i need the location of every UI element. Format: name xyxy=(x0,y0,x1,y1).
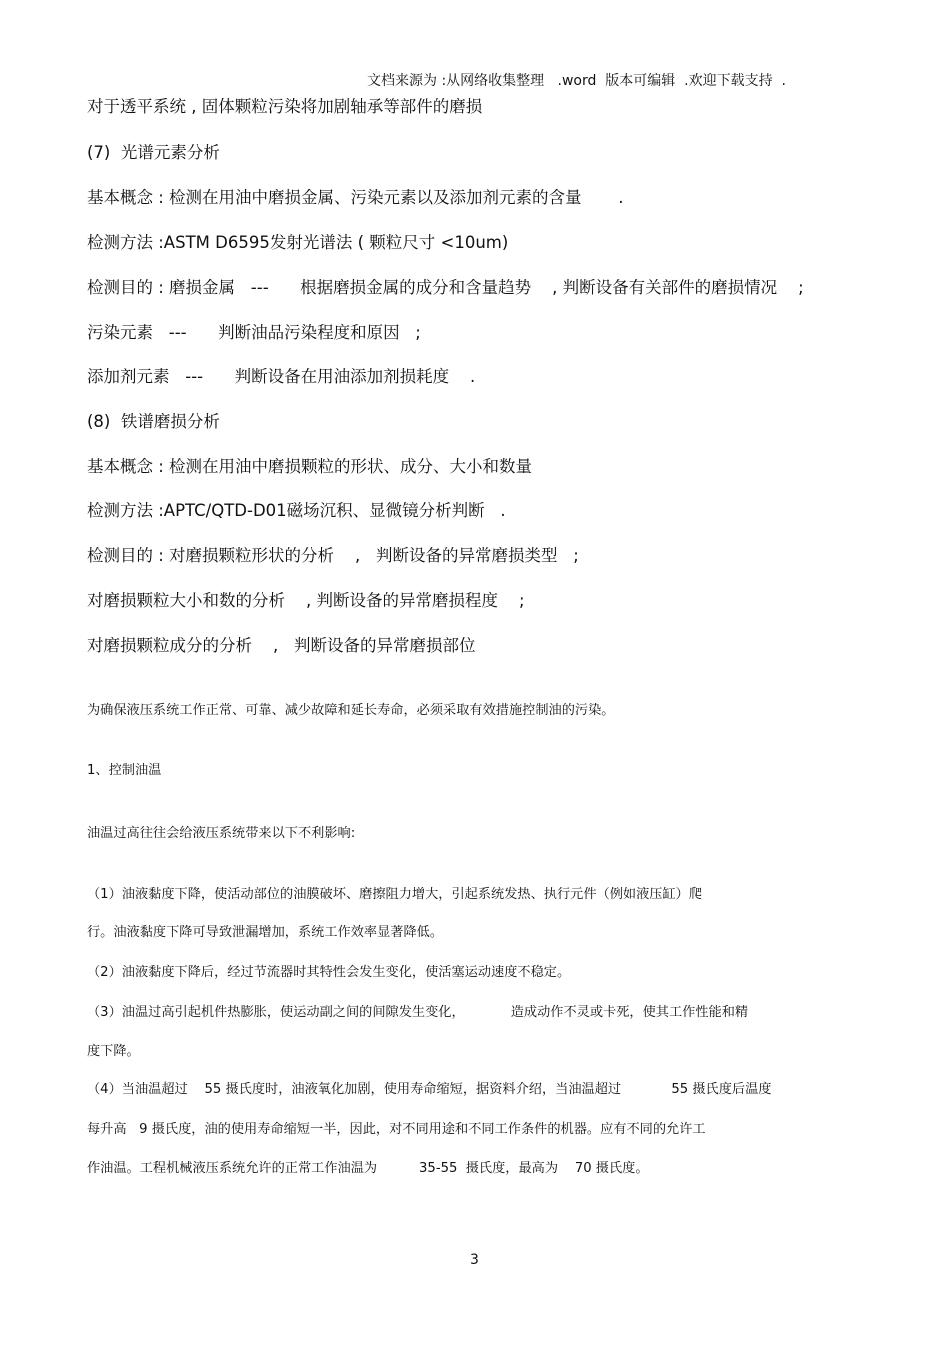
section-heading: (7) 光谱元素分析 xyxy=(87,143,220,162)
paragraph-line: 度下降。 xyxy=(87,1044,140,1059)
paragraph-line: 对磨损颗粒大小和数的分析 , 判断设备的异常磨损程度 ; xyxy=(87,591,525,610)
paragraph-line: 检测方法 :ASTM D6595发射光谱法 ( 颗粒尺寸 <10um) xyxy=(87,233,509,252)
paragraph-line: 对于透平系统 , 固体颗粒污染将加剧轴承等部件的磨损 xyxy=(87,97,483,116)
paragraph-line: （2）油液黏度下降后，经过节流器时其特性会发生变化，使活塞运动速度不稳定。 xyxy=(87,965,571,980)
paragraph-line: 行。油液黏度下降可导致泄漏增加，系统工作效率显著降低。 xyxy=(87,925,444,940)
paragraph-line: （3）油温过高引起机件热膨胀，使运动副之间的间隙发生变化， 造成动作不灵或卡死，使其工作性能和精 xyxy=(87,1005,749,1020)
paragraph-line: 检测方法 :APTC/QTD-D01磁场沉积、显微镜分析判断 . xyxy=(87,501,506,520)
paragraph-line: 检测目的 : 磨损金属 --- 根据磨损金属的成分和含量趋势 , 判断设备有关部件的磨损情况 ; xyxy=(87,278,804,297)
section-heading: (8) 铁谱磨损分析 xyxy=(87,412,220,431)
paragraph-line: 污染元素 --- 判断油品污染程度和原因 ; xyxy=(87,323,421,342)
paragraph-line: 油温过高往往会给液压系统带来以下不利影响: xyxy=(87,826,356,841)
page-header: 文档来源为 :从网络收集整理 .word 版本可编辑 .欢迎下载支持 . xyxy=(367,73,786,89)
paragraph-line: 检测目的 : 对磨损颗粒形状的分析 , 判断设备的异常磨损类型 ; xyxy=(87,546,579,565)
paragraph-line: 作油温。工程机械液压系统允许的正常工作油温为 35-55 摄氏度，最高为 70 摄氏度。 xyxy=(87,1161,649,1176)
paragraph-line: 基本概念 : 检测在用油中磨损金属、污染元素以及添加剂元素的含量 . xyxy=(87,188,624,207)
paragraph-line: 每升高 9 摄氏度，油的使用寿命缩短一半，因此，对不同用途和不同工作条件的机器。应有不同的允许工 xyxy=(87,1122,706,1137)
paragraph-line: 对磨损颗粒成分的分析 , 判断设备的异常磨损部位 xyxy=(87,636,476,655)
paragraph-line: 为确保液压系统工作正常、可靠、减少故障和延长寿命，必须采取有效措施控制油的污染。 xyxy=(87,703,615,718)
paragraph-line: 添加剂元素 --- 判断设备在用油添加剂损耗度 . xyxy=(87,367,476,386)
paragraph-line: （1）油液黏度下降，使活动部位的油膜破坏、磨擦阻力增大，引起系统发热、执行元件（例如液压缸）爬 xyxy=(87,887,703,902)
paragraph-line: 基本概念 : 检测在用油中磨损颗粒的形状、成分、大小和数量 xyxy=(87,457,533,476)
page-number: 3 xyxy=(470,1252,479,1268)
paragraph-line: （4）当油温超过 55 摄氏度时，油液氧化加剧，使用寿命缩短，据资料介绍，当油温超过 55 摄氏度后温度 xyxy=(87,1082,772,1097)
section-heading: 1、控制油温 xyxy=(87,763,162,778)
